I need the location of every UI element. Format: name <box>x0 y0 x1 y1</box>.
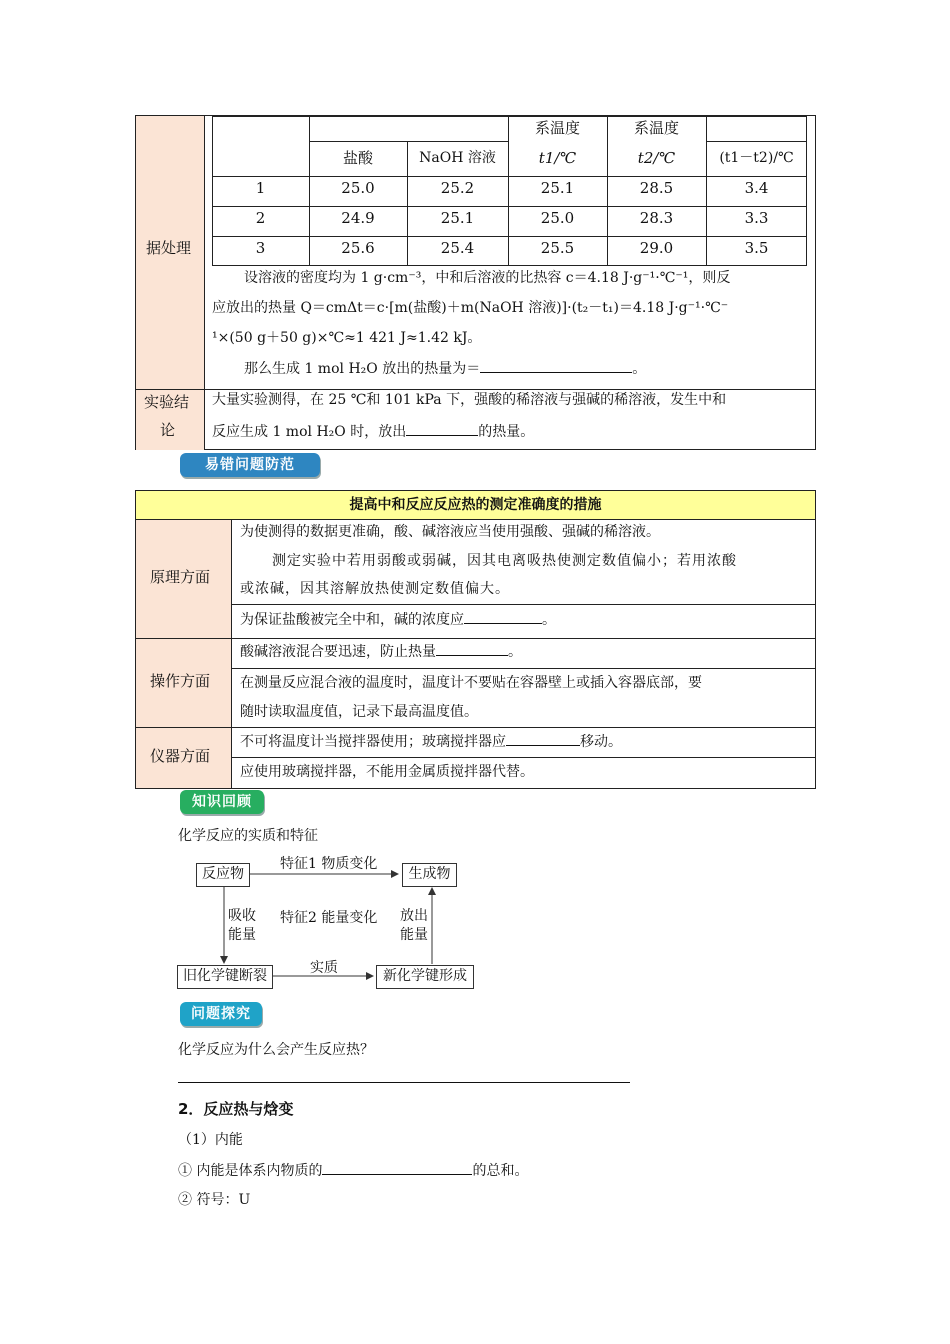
old-bond-box: 旧化学键断裂 <box>177 965 273 989</box>
principle-blank-end: 。 <box>542 612 556 628</box>
internal-energy-item-2: ② 符号：U <box>178 1192 251 1208</box>
badge-mistake: 易错问题防范 <box>180 453 320 477</box>
header-temp-2: 系温度 <box>633 119 679 137</box>
operation-line-1-text: 酸碱溶液混合要迅速，防止热量 <box>240 644 436 660</box>
product-box: 生成物 <box>402 863 457 887</box>
principle-line-1: 为使测得的数据更准确，酸、碱溶液应当使用强酸、强碱的稀溶液。 <box>240 524 660 540</box>
calc-line-3: ¹×(50 g＋50 g)×℃≈1 421 J≈1.42 kJ。 <box>212 330 482 346</box>
absorb-label-1: 吸收 <box>228 908 256 924</box>
operation-line-2: 在测量反应混合液的温度时，温度计不要贴在容器壁上或插入容器底部，要 <box>240 675 702 691</box>
table-cell: 29.0 <box>639 239 674 257</box>
table-cell: 25.1 <box>540 179 575 197</box>
answer-blank[interactable] <box>464 609 542 624</box>
instrument-line-2: 应使用玻璃搅拌器，不能用金属质搅拌器代替。 <box>240 764 534 780</box>
header-t2: t2/℃ <box>637 149 676 167</box>
conclusion-line-2-end: 的热量。 <box>478 424 535 440</box>
header-diff: (t1－t2)/℃ <box>719 150 794 166</box>
table-cell: 25.5 <box>540 239 575 257</box>
conclusion-label-1: 实验结 <box>144 393 190 411</box>
badge-explore: 问题探究 <box>180 1002 262 1026</box>
answer-blank[interactable] <box>506 731 580 746</box>
table-cell: 25.6 <box>341 239 375 257</box>
calc-line-4 <box>244 358 646 379</box>
operation-label: 操作方面 <box>150 672 211 690</box>
conclusion-line-1: 大量实验测得，在 25 ℃和 101 kPa 下，强酸的稀溶液与强碱的稀溶液，发生中和 <box>212 392 727 408</box>
table-cell: 25.0 <box>540 209 575 227</box>
feature1-label: 特征1 物质变化 <box>280 856 378 872</box>
reactant-box: 反应物 <box>196 863 250 887</box>
subsection-internal-energy: （1）内能 <box>178 1132 243 1148</box>
table-cell: 28.3 <box>639 209 674 227</box>
principle-label: 原理方面 <box>150 568 211 586</box>
operation-line-1 <box>240 641 522 662</box>
answer-blank[interactable] <box>406 421 478 436</box>
operation-line-3: 随时读取温度值，记录下最高温度值。 <box>240 704 478 720</box>
table-cell: 25.1 <box>440 209 475 227</box>
instrument-line-1 <box>240 731 622 752</box>
row-label: 据处理 <box>146 239 192 257</box>
conclusion-line-2 <box>212 421 534 442</box>
instrument-line-1-text: 不可将温度计当搅拌器使用；玻璃搅拌器应 <box>240 734 506 750</box>
badge-knowledge: 知识回顾 <box>180 790 264 814</box>
principle-blank-text: 为保证盐酸被完全中和，碱的浓度应 <box>240 612 464 628</box>
principle-line-2: 测定实验中若用弱酸或弱碱，因其电离吸热使测定数值偏小；若用浓酸 <box>272 553 737 569</box>
calc-line-4-end: 。 <box>632 361 647 377</box>
item-1-end: 的总和。 <box>472 1163 529 1179</box>
answer-blank[interactable] <box>322 1160 472 1175</box>
operation-line-1-end: 。 <box>508 644 522 660</box>
table-cell: 28.5 <box>639 179 674 197</box>
measures-title: 提高中和反应反应热的测定准确度的措施 <box>349 497 602 513</box>
instrument-line-1-end: 移动。 <box>580 734 622 750</box>
answer-blank[interactable] <box>480 358 632 373</box>
conclusion-line-2-text: 反应生成 1 mol H₂O 时，放出 <box>212 424 407 440</box>
new-bond-box: 新化学键形成 <box>376 965 474 989</box>
table-cell: 25.0 <box>341 179 375 197</box>
table-cell: 2 <box>255 209 266 227</box>
answer-line[interactable] <box>178 1082 630 1083</box>
feature2-label: 特征2 能量变化 <box>280 910 378 926</box>
item-1-text: ① 内能是体系内物质的 <box>178 1163 323 1179</box>
principle-blank-line <box>240 609 556 630</box>
absorb-label-2: 能量 <box>228 927 256 943</box>
table-cell: 3.4 <box>744 179 769 197</box>
internal-energy-item-1 <box>178 1160 528 1181</box>
header-hcl: 盐酸 <box>342 149 373 167</box>
essence-label: 实质 <box>310 960 338 976</box>
instrument-label: 仪器方面 <box>150 747 211 765</box>
table-cell: 3 <box>255 239 266 257</box>
section-heading: 2．反应热与焓变 <box>178 1100 294 1118</box>
table-cell: 3.3 <box>744 209 769 227</box>
calc-line-1: 设溶液的密度均为 1 g·cm⁻³，中和后溶液的比热容 c＝4.18 J·g⁻¹·℃⁻¹，则反 <box>244 270 731 286</box>
table-cell: 1 <box>255 179 266 197</box>
header-temp-1: 系温度 <box>534 119 580 137</box>
table-cell: 25.2 <box>440 179 475 197</box>
conclusion-label-2: 论 <box>160 421 176 439</box>
principle-line-3: 或浓碱，因其溶解放热使测定数值偏大。 <box>240 581 510 597</box>
table-cell: 25.4 <box>440 239 475 257</box>
header-naoh: NaOH 溶液 <box>419 150 496 166</box>
release-label-1: 放出 <box>400 908 428 924</box>
calc-line-4-text: 那么生成 1 mol H₂O 放出的热量为＝ <box>244 361 481 377</box>
answer-blank[interactable] <box>436 641 508 656</box>
table-cell: 3.5 <box>744 239 769 257</box>
diagram-intro: 化学反应的实质和特征 <box>178 828 318 844</box>
calc-line-2: 应放出的热量 Q＝cmΔt＝c·[m(盐酸)＋m(NaOH 溶液)]·(t₂－t₁)＝4.18 J·g⁻¹·℃⁻ <box>212 300 729 316</box>
release-label-2: 能量 <box>400 927 428 943</box>
table-cell: 24.9 <box>341 209 375 227</box>
header-t1: t1/℃ <box>538 149 577 167</box>
explore-question: 化学反应为什么会产生反应热？ <box>178 1042 374 1058</box>
